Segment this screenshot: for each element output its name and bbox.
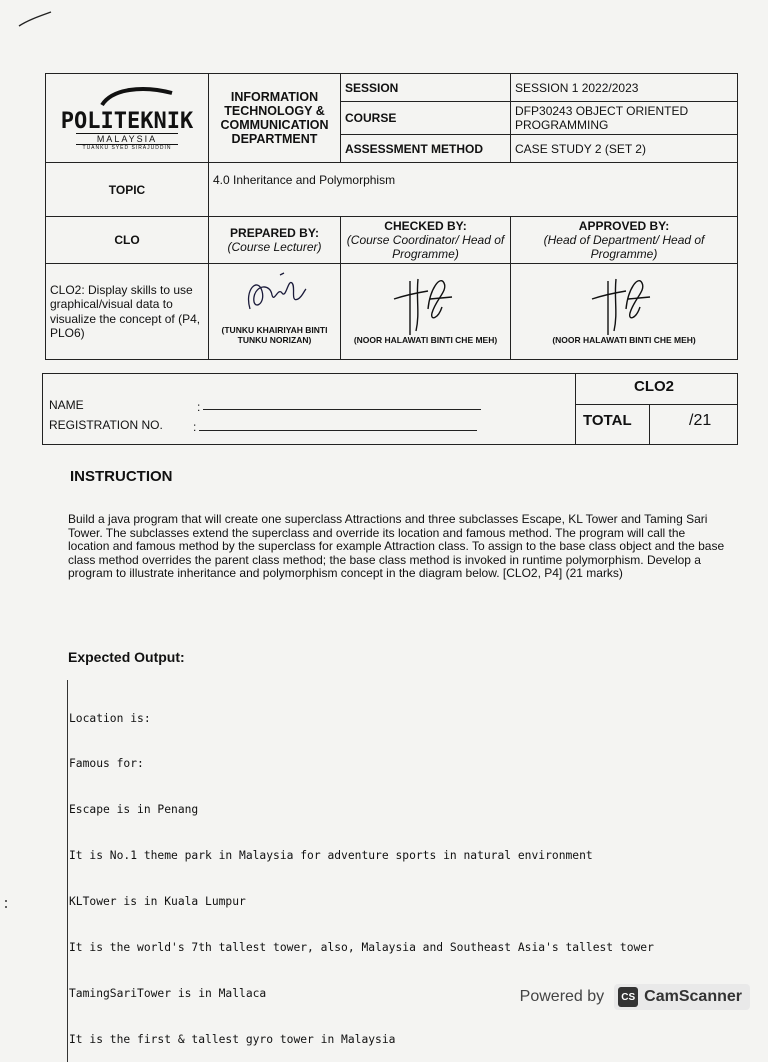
assessment-value: CASE STUDY 2 (SET 2) <box>511 135 738 163</box>
box-divider <box>649 404 650 444</box>
session-value: SESSION 1 2022/2023 <box>511 74 738 102</box>
prepared-signature-cell <box>209 264 341 360</box>
topic-value: 4.0 Inheritance and Polymorphism <box>209 163 738 217</box>
approved-by-cell <box>511 217 738 264</box>
checked-by-label: CHECKED BY: <box>384 219 467 233</box>
registration-colon: : <box>193 420 197 434</box>
box-divider <box>575 404 737 405</box>
output-line: It is the first & tallest gyro tower in Malaysia <box>69 1032 396 1046</box>
checked-by-role: (Course Coordinator/ Head of Programme) <box>346 233 505 261</box>
logo-name: POLITEKNIK <box>60 108 194 134</box>
department-cell: INFORMATION TECHNOLOGY & COMMUNICATION DEPARTMENT <box>209 74 341 163</box>
output-line: TamingSariTower is in Mallaca <box>69 986 267 1000</box>
logo-country: MALAYSIA <box>76 133 178 145</box>
camscanner-brand: CamScanner <box>644 988 742 1005</box>
signature-icon <box>240 269 310 319</box>
approved-signature-cell <box>511 264 738 360</box>
camscanner-footer <box>520 982 750 1012</box>
approved-by-role: (Head of Department/ Head of Programme) <box>543 233 705 261</box>
approved-by-name: (NOOR HALAWATI BINTI CHE MEH) <box>552 334 696 345</box>
logo-tagline: TUANKU SYED SIRAJUDDIN <box>82 144 172 151</box>
signature-icon <box>584 269 664 339</box>
course-value: DFP30243 OBJECT ORIENTED PROGRAMMING <box>511 102 738 135</box>
topic-label: TOPIC <box>46 163 209 217</box>
clo-badge: CLO2 <box>634 378 675 395</box>
logo-cell <box>46 74 209 163</box>
output-line: It is No.1 theme park in Malaysia for adventure sports in natural environment <box>69 849 593 863</box>
instruction-title: INSTRUCTION <box>70 468 173 485</box>
name-input-line[interactable] <box>203 409 481 410</box>
checked-signature-cell <box>341 264 511 360</box>
total-label: TOTAL <box>583 412 632 429</box>
prepared-by-name: (TUNKU KHAIRIYAH BINTI TUNKU NORIZAN) <box>221 324 328 345</box>
expected-output-title: Expected Output: <box>68 649 185 665</box>
registration-input-line[interactable] <box>199 430 477 431</box>
pen-mark-icon <box>18 8 52 28</box>
total-value: /21 <box>689 412 712 429</box>
clo-label: CLO <box>46 217 209 264</box>
output-line: Escape is in Penang <box>69 803 199 817</box>
instruction-body: Build a java program that will create one superclass Attractions and three subclasses Escape, KL Tower and Taming Sari Tower. The subclasses extend the superclass and override its location and famous method. The program will call the location and famous method by the superclass for example Attraction class. To assign to the base class object and the base class method overrides the parent class method; the base class method is invoked in runtime polymorphism. Develop a program to illustrate inheritance and polymorphism concept in the diagram below. [CLO2, P4] (21 marks) <box>68 512 725 580</box>
name-label: NAME <box>49 398 84 412</box>
course-label: COURSE <box>341 102 511 135</box>
signature-icon <box>386 269 466 339</box>
output-line: Famous for: <box>69 757 144 771</box>
scan-speck <box>5 900 7 902</box>
camscanner-badge <box>614 984 750 1010</box>
output-line: Location is: <box>69 711 151 725</box>
checked-by-name: (NOOR HALAWATI BINTI CHE MEH) <box>353 334 498 345</box>
clo-description: CLO2: Display skills to use graphical/visual data to visualize the concept of (P4, PLO6) <box>46 264 209 360</box>
box-divider <box>575 374 576 444</box>
powered-by-text: Powered by <box>519 988 605 1005</box>
session-label: SESSION <box>341 74 511 102</box>
student-info-box <box>42 373 738 445</box>
prepared-by-role: (Course Lecturer) <box>227 240 322 254</box>
checked-by-cell <box>341 217 511 264</box>
scan-speck <box>5 906 7 908</box>
name-colon: : <box>197 400 201 414</box>
output-line: KLTower is in Kuala Lumpur <box>69 895 246 909</box>
prepared-by-cell <box>209 217 341 264</box>
camscanner-icon: CS <box>618 987 638 1007</box>
assessment-label: ASSESSMENT METHOD <box>341 135 511 163</box>
registration-label: REGISTRATION NO. <box>49 418 163 432</box>
output-line: It is the world's 7th tallest tower, also, Malaysia and Southeast Asia's tallest tower <box>69 941 654 955</box>
assessment-header-table <box>45 73 738 360</box>
approved-by-label: APPROVED BY: <box>578 219 670 233</box>
prepared-by-label: PREPARED BY: <box>230 226 319 240</box>
logo-arc-icon <box>72 85 182 107</box>
